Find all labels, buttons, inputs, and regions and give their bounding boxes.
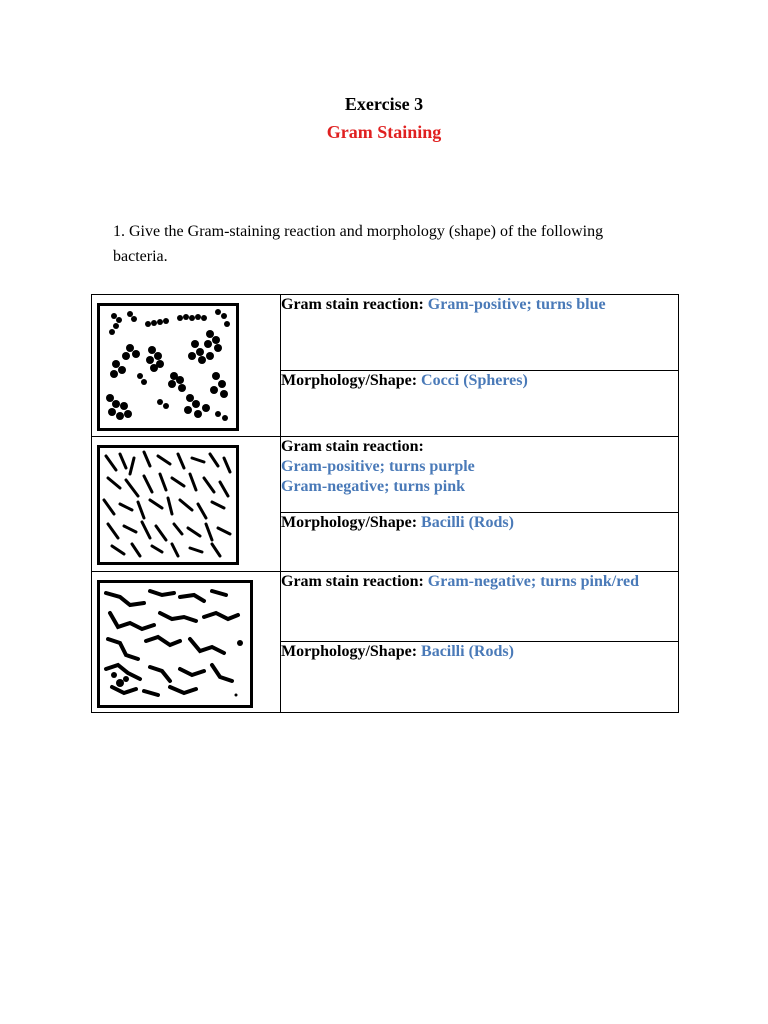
question-text: 1. Give the Gram-staining reaction and morphology (shape) of the following bacteria. bbox=[113, 223, 604, 265]
exercise-subtitle: Gram Staining bbox=[326, 122, 442, 142]
gram-stain-label: Gram stain reaction: bbox=[281, 573, 424, 590]
gram-stain-answer-line-1: Gram-positive; turns purple bbox=[281, 458, 475, 475]
gram-stain-cell bbox=[281, 437, 679, 513]
table-row bbox=[92, 295, 679, 371]
shape-label: Morphology/Shape: bbox=[281, 372, 418, 389]
gram-stain-label: Gram stain reaction: bbox=[281, 438, 424, 455]
gram-stain-answer: Gram-negative; turns pink/red bbox=[427, 573, 640, 590]
bacilli-micrograph-icon bbox=[97, 445, 239, 565]
shape-cell bbox=[281, 642, 679, 713]
shape-answer: Cocci (Spheres) bbox=[421, 372, 528, 389]
gram-stain-cell bbox=[281, 295, 679, 371]
shape-answer: Bacilli (Rods) bbox=[421, 514, 514, 531]
answer-table bbox=[91, 294, 679, 713]
table-row bbox=[92, 437, 679, 513]
shape-cell bbox=[281, 513, 679, 572]
exercise-title: Exercise 3 bbox=[344, 94, 424, 114]
image-cell bbox=[92, 295, 281, 437]
bacilli-chains-micrograph-icon bbox=[97, 580, 253, 708]
cocci-micrograph-icon bbox=[97, 303, 239, 431]
gram-stain-cell bbox=[281, 572, 679, 642]
image-cell bbox=[92, 437, 281, 572]
shape-cell bbox=[281, 371, 679, 437]
shape-label: Morphology/Shape: bbox=[281, 643, 418, 660]
gram-stain-answer: Gram-positive; turns blue bbox=[427, 296, 606, 313]
table-row bbox=[92, 572, 679, 642]
gram-stain-label: Gram stain reaction: bbox=[281, 296, 424, 313]
image-cell bbox=[92, 572, 281, 713]
gram-stain-answer-line-2: Gram-negative; turns pink bbox=[281, 478, 465, 495]
shape-answer: Bacilli (Rods) bbox=[421, 643, 514, 660]
shape-label: Morphology/Shape: bbox=[281, 514, 418, 531]
